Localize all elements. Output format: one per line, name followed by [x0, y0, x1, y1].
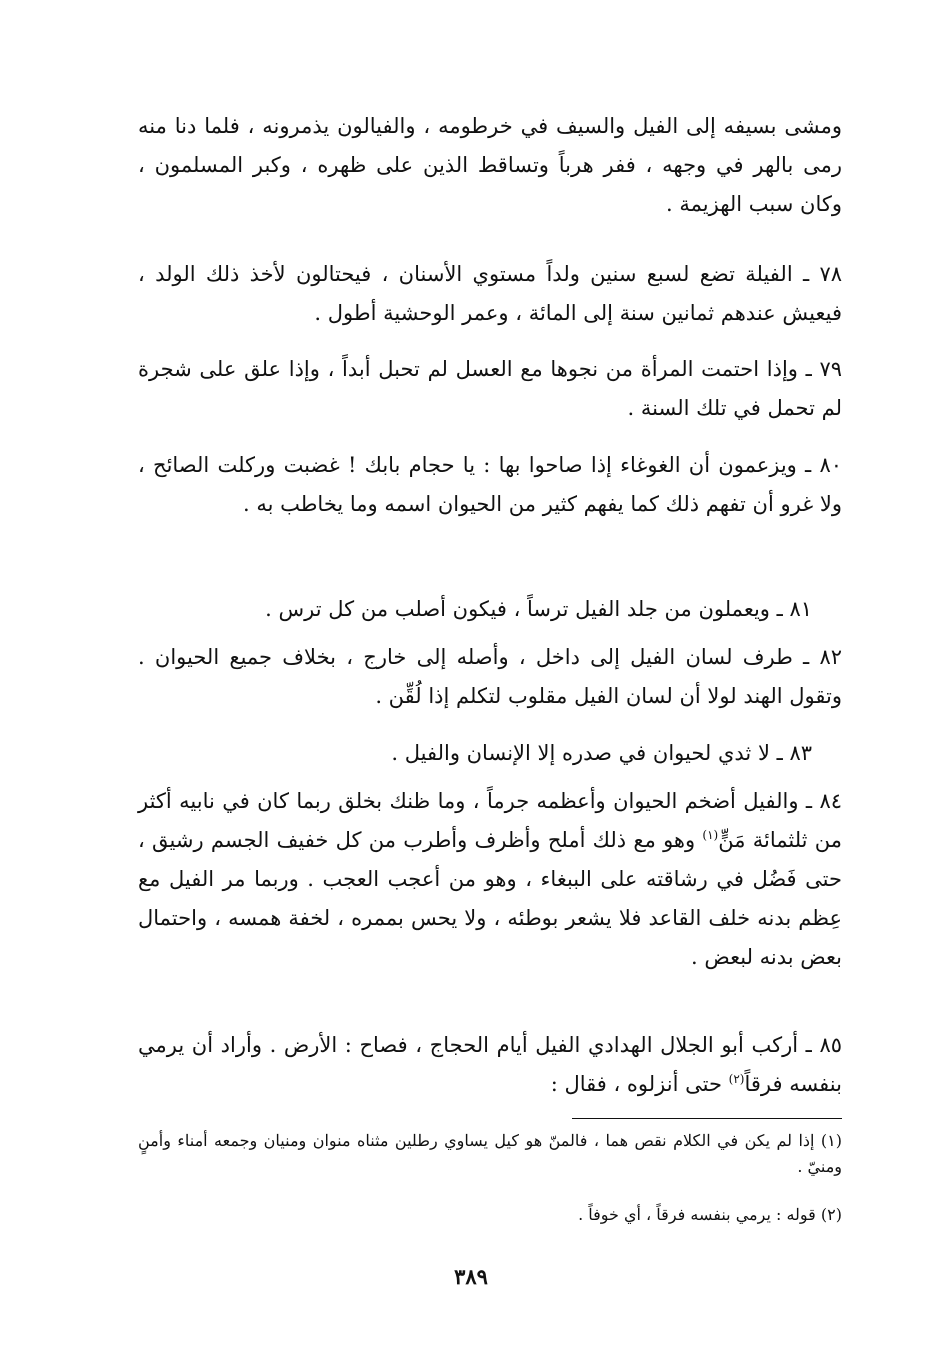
footnote-2: (٢) قوله : يرمي بنفسه فرقاً ، أي خوفاً . [578, 1205, 842, 1224]
paragraph-81: ٨١ ـ ويعملون من جلد الفيل ترساً ، فيكون أصلب من كل ترس . [265, 597, 812, 621]
footnote-divider [572, 1118, 842, 1119]
paragraph-84 [138, 782, 842, 977]
paragraph-continuation: ومشى بسيفه إلى الفيل والسيف في خرطومه ، والفيالون يذمرونه ، فلما دنا منه رمى بالهر في وجهه ، ففر هرباً وتساقط الذين على ظهره ، وكبر المسلمون ، وكان سبب الهزيمة . [138, 114, 842, 216]
paragraph-79: ٧٩ ـ وإذا احتمت المرأة من نجوها مع العسل لم تحبل أبداً ، وإذا علق على شجرة لم تحمل في تلك السنة . [138, 357, 842, 420]
footnote-marker-2: (٢) [728, 1072, 745, 1086]
footnote-1: (١) إذا لم يكن في الكلام نقص هما ، فالمنّ هو كيل يساوي رطلين مثناه منوان ومنيان وجمعه أمناء وأمنٍ ومنيّ . [138, 1131, 842, 1176]
paragraph-82: ٨٢ ـ طرف لسان الفيل إلى داخل ، وأصله إلى خارج ، بخلاف جميع الحيوان . وتقول الهند لولا أن لسان الفيل مقلوب لتكلم إذا لُقِّن . [138, 645, 842, 708]
footnote-marker-1: (١) [702, 828, 719, 842]
paragraph-78: ٧٨ ـ الفيلة تضع لسبع سنين ولداً مستوي الأسنان ، فيحتالون لأخذ ذلك الولد ، فيعيش عندهم ثمانين سنة إلى المائة ، وعمر الوحشية أطول . [138, 262, 842, 325]
paragraph-85-text-a: ٨٥ ـ أركب أبو الجلال الهدادي الفيل أيام الحجاج ، فصاح : الأرض . وأراد أن يرمي بنفسه فرقاً [138, 1033, 842, 1096]
paragraph-85-text-b: حتى أنزلوه ، فقال : [550, 1072, 729, 1096]
paragraph-83: ٨٣ ـ لا ثدي لحيوان في صدره إلا الإنسان والفيل . [391, 741, 812, 765]
paragraph-84-text-a: ٨٤ ـ والفيل أضخم الحيوان وأعظمه جرماً ، وما ظنك بخلق ربما كان في نابيه أكثر من ثلثمائة مَنٍّ [138, 789, 842, 852]
paragraph-80: ٨٠ ـ ويزعمون أن الغوغاء إذا صاحوا بها : يا حجام بابك ! غضبت وركلت الصائح ، ولا غرو أن تفهم ذلك كما يفهم كثير من الحيوان اسمه وما يخاطب به . [138, 453, 842, 516]
page-number: ٣٨٩ [454, 1264, 488, 1289]
paragraph-84-text-b: وهو مع ذلك أملح وأظرف وأطرب من كل خفيف الجسم رشيق ، حتى فَضُل في رشاقته على الببغاء ، وهو من أعجب العجب . وربما مر الفيل مع عِظم بدنه خلف القاعد فلا يشعر بوطئه ، ولا يحس بممره ، لخفة همسه ، واحتمال بعض بدنه لبعض . [138, 828, 842, 969]
paragraph-85 [138, 1026, 842, 1104]
